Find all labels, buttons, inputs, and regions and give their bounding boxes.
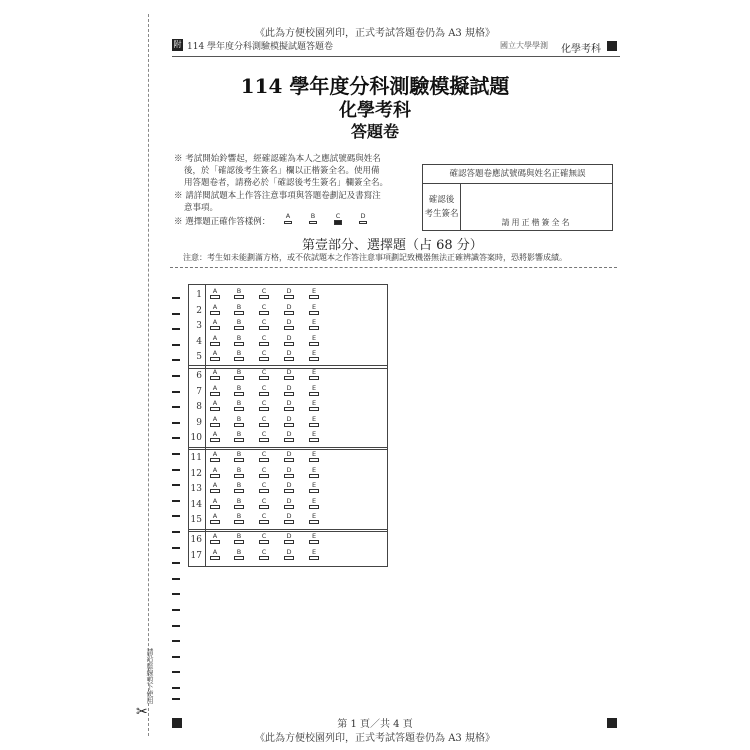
option-label: D — [286, 414, 292, 423]
answer-bubble[interactable] — [309, 474, 319, 478]
answer-bubble[interactable] — [210, 295, 220, 299]
example-bubble-b — [309, 221, 317, 224]
answer-bubble[interactable] — [259, 326, 269, 330]
answer-bubble[interactable] — [284, 423, 294, 427]
option-label: A — [212, 349, 218, 357]
subject-title: 化學考科 — [339, 100, 411, 121]
option-label: A — [212, 450, 218, 458]
print-note-bottom: 《此為方便校園列印，正式考試答題卷仍為 A3 規格》 — [255, 733, 495, 744]
answer-bubble[interactable] — [259, 458, 269, 462]
instruction-line-6: ※ 選擇題正確作答樣例： — [174, 217, 271, 227]
answer-bubble[interactable] — [259, 474, 269, 478]
option-label: B — [236, 512, 242, 520]
answer-bubble[interactable] — [284, 505, 294, 509]
option-label: A — [212, 368, 218, 376]
timing-mark — [172, 313, 180, 315]
example-bubble-c-filled — [334, 220, 342, 225]
option-label: E — [311, 465, 317, 474]
option-label: C — [261, 430, 267, 438]
answer-bubble[interactable] — [234, 489, 244, 493]
answer-bubble[interactable] — [309, 392, 319, 396]
answer-bubble[interactable] — [210, 392, 220, 396]
option-label: B — [236, 532, 242, 540]
answer-bubble[interactable] — [210, 540, 220, 544]
option-label: B — [236, 414, 242, 423]
answer-bubble[interactable] — [284, 376, 294, 380]
option-label: D — [286, 302, 292, 311]
signature-label-line-2: 考生簽名 — [424, 209, 459, 219]
answer-bubble[interactable] — [234, 295, 244, 299]
option-label: C — [261, 496, 267, 505]
answer-bubble[interactable] — [234, 540, 244, 544]
example-bubble-d — [359, 221, 367, 224]
signature-field[interactable] — [462, 185, 611, 215]
option-label: D — [286, 430, 292, 438]
question-number: 5 — [196, 352, 202, 362]
timing-mark — [172, 375, 180, 377]
instruction-line-4: ※ 請詳閱試題本上作答注意事項與答題卷劃記及書寫注 — [174, 191, 381, 201]
option-label: E — [311, 512, 317, 520]
timing-mark — [172, 500, 180, 502]
option-label: C — [261, 349, 267, 357]
option-label: A — [212, 430, 218, 438]
question-number: 13 — [190, 484, 202, 494]
answer-bubble[interactable] — [309, 438, 319, 442]
option-label: D — [286, 333, 292, 342]
option-label: B — [236, 547, 242, 556]
option-label: E — [311, 450, 317, 458]
option-label: D — [286, 532, 292, 540]
answer-bubble[interactable] — [284, 438, 294, 442]
doc-label: 114 學年度分科測驗模擬試題答題卷 — [187, 42, 334, 52]
option-label: A — [212, 547, 218, 556]
option-label: D — [286, 287, 292, 295]
timing-mark — [172, 562, 180, 564]
answer-bubble[interactable] — [234, 474, 244, 478]
option-label: E — [311, 399, 317, 407]
timing-mark — [172, 698, 180, 700]
answer-bubble[interactable] — [284, 326, 294, 330]
option-label: D — [286, 349, 292, 357]
example-label-d: D — [360, 212, 366, 220]
option-label: E — [311, 430, 317, 438]
signature-hint: 請用正楷簽全名 — [501, 218, 572, 227]
option-label: A — [212, 481, 218, 489]
header-rule — [172, 56, 620, 57]
answer-bubble[interactable] — [259, 357, 269, 361]
answer-bubble[interactable] — [259, 376, 269, 380]
answer-bubble[interactable] — [309, 458, 319, 462]
answer-bubble[interactable] — [309, 357, 319, 361]
option-label: B — [236, 333, 242, 342]
answer-bubble[interactable] — [210, 326, 220, 330]
option-label: E — [311, 333, 317, 342]
answer-bubble[interactable] — [309, 520, 319, 524]
option-label: B — [236, 430, 242, 438]
example-label-c: C — [335, 212, 341, 220]
answer-bubble[interactable] — [210, 505, 220, 509]
timing-mark — [172, 593, 180, 595]
option-label: A — [212, 287, 218, 295]
answer-bubble[interactable] — [284, 489, 294, 493]
answer-bubble[interactable] — [284, 407, 294, 411]
option-label: C — [261, 302, 267, 311]
question-number: 6 — [196, 371, 202, 381]
answer-bubble[interactable] — [309, 407, 319, 411]
question-number: 4 — [196, 336, 202, 347]
signature-label-line-1: 確認後 — [428, 195, 455, 205]
answer-bubble[interactable] — [210, 556, 220, 560]
option-label: D — [286, 450, 292, 458]
option-label: C — [261, 465, 267, 474]
answer-bubble[interactable] — [284, 295, 294, 299]
option-label: E — [311, 496, 317, 505]
answer-bubble[interactable] — [210, 357, 220, 361]
option-label: D — [286, 368, 292, 376]
question-number: 9 — [196, 417, 202, 428]
main-title: 114 學年度分科測驗模擬試題 — [240, 74, 510, 98]
timing-mark — [172, 437, 180, 439]
answer-bubble[interactable] — [284, 458, 294, 462]
option-label: B — [236, 302, 242, 311]
option-label: E — [311, 383, 317, 392]
option-label: A — [212, 318, 218, 326]
answer-bubble[interactable] — [259, 540, 269, 544]
answer-bubble[interactable] — [234, 520, 244, 524]
answer-bubble[interactable] — [309, 311, 319, 315]
answer-bubble[interactable] — [234, 392, 244, 396]
option-label: B — [236, 368, 242, 376]
option-label: C — [261, 547, 267, 556]
section-notice: 注意：考生如未能劃滿方格，或不依試題本之作答注意事項劃記致機器無法正確辨識答案時，恐將影響成績。 — [183, 253, 567, 262]
answer-bubble[interactable] — [234, 357, 244, 361]
instruction-line-3: 用答題卷者，請務必於「確認後考生簽名」欄簽全名。 — [184, 178, 389, 188]
answer-bubble[interactable] — [309, 556, 319, 560]
option-label: E — [311, 547, 317, 556]
option-label: B — [236, 383, 242, 392]
answer-bubble[interactable] — [284, 520, 294, 524]
option-label: B — [236, 465, 242, 474]
option-label: D — [286, 547, 292, 556]
option-label: E — [311, 414, 317, 423]
answer-bubble[interactable] — [259, 342, 269, 346]
answer-bubble[interactable] — [234, 407, 244, 411]
answer-bubble[interactable] — [210, 311, 220, 315]
option-label: A — [212, 532, 218, 540]
option-label: D — [286, 512, 292, 520]
question-number: 11 — [190, 453, 202, 463]
answer-bubble[interactable] — [309, 423, 319, 427]
question-number-divider — [205, 365, 206, 450]
answer-bubble[interactable] — [309, 376, 319, 380]
option-label: C — [261, 399, 267, 407]
example-label-b: B — [310, 212, 316, 220]
option-label: D — [286, 481, 292, 489]
option-label: C — [261, 383, 267, 392]
option-label: E — [311, 368, 317, 376]
timing-mark — [172, 328, 180, 330]
answer-bubble[interactable] — [234, 556, 244, 560]
answer-bubble[interactable] — [259, 556, 269, 560]
signature-label — [423, 184, 461, 230]
instruction-line-2: 後，於「確認後考生簽名」欄以正楷簽全名。使用備 — [184, 166, 380, 176]
timing-mark — [172, 515, 180, 517]
answer-bubble[interactable] — [210, 342, 220, 346]
timing-mark — [172, 359, 180, 361]
question-number-divider — [205, 529, 206, 567]
attachment-badge: 附 — [173, 40, 182, 49]
answer-bubble[interactable] — [309, 326, 319, 330]
option-label: E — [311, 287, 317, 295]
timing-mark — [172, 406, 180, 408]
print-note-top: 《此為方便校園列印，正式考試答題卷仍為 A3 規格》 — [255, 28, 495, 39]
question-number: 17 — [190, 550, 202, 561]
answer-bubble[interactable] — [210, 520, 220, 524]
question-number-divider — [205, 284, 206, 369]
timing-mark — [172, 656, 180, 658]
example-bubble-a — [284, 221, 292, 224]
answer-bubble[interactable] — [284, 392, 294, 396]
answer-bubble[interactable] — [234, 423, 244, 427]
question-number: 12 — [190, 468, 202, 479]
timing-mark — [172, 469, 180, 471]
timing-mark — [172, 547, 180, 549]
answer-bubble[interactable] — [234, 505, 244, 509]
option-label: B — [236, 399, 242, 407]
answer-bubble[interactable] — [234, 438, 244, 442]
question-number: 14 — [190, 499, 202, 510]
question-number: 10 — [190, 433, 202, 443]
answer-bubble[interactable] — [309, 295, 319, 299]
option-label: C — [261, 318, 267, 326]
instruction-line-5: 意事項。 — [184, 203, 219, 213]
answer-bubble[interactable] — [234, 458, 244, 462]
timing-mark — [172, 422, 180, 424]
question-number: 7 — [196, 386, 202, 397]
option-label: C — [261, 333, 267, 342]
example-label-a: A — [285, 212, 291, 220]
option-label: A — [212, 465, 218, 474]
option-label: C — [261, 532, 267, 540]
timing-mark — [172, 531, 180, 533]
option-label: C — [261, 450, 267, 458]
option-label: A — [212, 333, 218, 342]
option-label: E — [311, 349, 317, 357]
option-label: A — [212, 383, 218, 392]
timing-mark — [172, 391, 180, 393]
option-label: A — [212, 399, 218, 407]
answer-bubble[interactable] — [259, 520, 269, 524]
question-number: 15 — [190, 515, 202, 525]
question-number: 2 — [196, 305, 202, 316]
option-label: E — [311, 302, 317, 311]
option-label: C — [261, 287, 267, 295]
signature-box-header: 確認答題卷應試號碼與姓名正確無誤 — [423, 165, 612, 184]
answer-bubble[interactable] — [234, 376, 244, 380]
answer-bubble[interactable] — [234, 326, 244, 330]
timing-mark — [172, 453, 180, 455]
answer-bubble[interactable] — [309, 540, 319, 544]
option-label: E — [311, 318, 317, 326]
question-number: 16 — [190, 535, 202, 545]
answer-bubble[interactable] — [284, 342, 294, 346]
answer-bubble[interactable] — [259, 407, 269, 411]
question-number: 1 — [196, 290, 202, 300]
option-label: A — [212, 496, 218, 505]
question-number-divider — [205, 447, 206, 532]
timing-mark — [172, 344, 180, 346]
timing-mark — [172, 625, 180, 627]
answer-bubble[interactable] — [284, 556, 294, 560]
section-title: 第壹部分、選擇題（占 68 分） — [302, 238, 483, 253]
question-number: 8 — [196, 402, 202, 412]
timing-mark — [172, 687, 180, 689]
answer-bubble[interactable] — [259, 295, 269, 299]
answer-bubble[interactable] — [210, 423, 220, 427]
answer-bubble[interactable] — [309, 342, 319, 346]
option-label: A — [212, 512, 218, 520]
option-label: B — [236, 450, 242, 458]
option-label: D — [286, 496, 292, 505]
timing-mark — [172, 671, 180, 673]
option-label: C — [261, 368, 267, 376]
option-label: C — [261, 512, 267, 520]
option-label: D — [286, 318, 292, 326]
answer-bubble[interactable] — [210, 458, 220, 462]
answer-bubble[interactable] — [210, 438, 220, 442]
option-label: B — [236, 481, 242, 489]
question-number: 3 — [196, 321, 202, 331]
timing-mark — [172, 609, 180, 611]
answer-bubble[interactable] — [234, 311, 244, 315]
answer-bubble[interactable] — [259, 423, 269, 427]
answer-bubble[interactable] — [284, 474, 294, 478]
answer-bubble[interactable] — [210, 474, 220, 478]
option-label: B — [236, 287, 242, 295]
answer-bubble[interactable] — [234, 342, 244, 346]
option-label: D — [286, 399, 292, 407]
option-label: B — [236, 496, 242, 505]
logo-text: 國立大學學測 — [500, 41, 548, 50]
corner-mark-top-right — [607, 41, 617, 51]
answer-bubble[interactable] — [259, 392, 269, 396]
option-label: D — [286, 383, 292, 392]
section-divider — [170, 267, 617, 268]
option-label: D — [286, 465, 292, 474]
signature-box — [422, 164, 613, 231]
answer-bubble[interactable] — [309, 505, 319, 509]
answer-bubble[interactable] — [210, 407, 220, 411]
timing-mark — [172, 484, 180, 486]
option-label: B — [236, 349, 242, 357]
scissors-icon: ✂ — [136, 704, 148, 720]
instruction-line-1: ※ 考試開始鈴響起，經確認確為本人之應試號碼與姓名 — [174, 154, 381, 164]
answer-bubble[interactable] — [309, 489, 319, 493]
answer-bubble[interactable] — [259, 505, 269, 509]
option-label: B — [236, 318, 242, 326]
option-label: C — [261, 481, 267, 489]
option-label: A — [212, 414, 218, 423]
answer-bubble[interactable] — [210, 376, 220, 380]
doc-title: 答題卷 — [350, 122, 399, 141]
cut-note: 請沿虛線剪下使用 — [146, 648, 154, 704]
subject-tag: 化學考科 — [561, 44, 601, 55]
answer-bubble[interactable] — [284, 540, 294, 544]
answer-bubble[interactable] — [259, 489, 269, 493]
option-label: E — [311, 532, 317, 540]
answer-bubble[interactable] — [210, 489, 220, 493]
option-label: E — [311, 481, 317, 489]
page-number: 第 1 頁／共 4 頁 — [337, 719, 413, 730]
option-label: A — [212, 302, 218, 311]
answer-bubble[interactable] — [259, 311, 269, 315]
timing-mark — [172, 297, 180, 299]
answer-bubble[interactable] — [259, 438, 269, 442]
answer-bubble[interactable] — [284, 357, 294, 361]
timing-mark — [172, 640, 180, 642]
timing-mark — [172, 578, 180, 580]
answer-bubble[interactable] — [284, 311, 294, 315]
option-label: C — [261, 414, 267, 423]
